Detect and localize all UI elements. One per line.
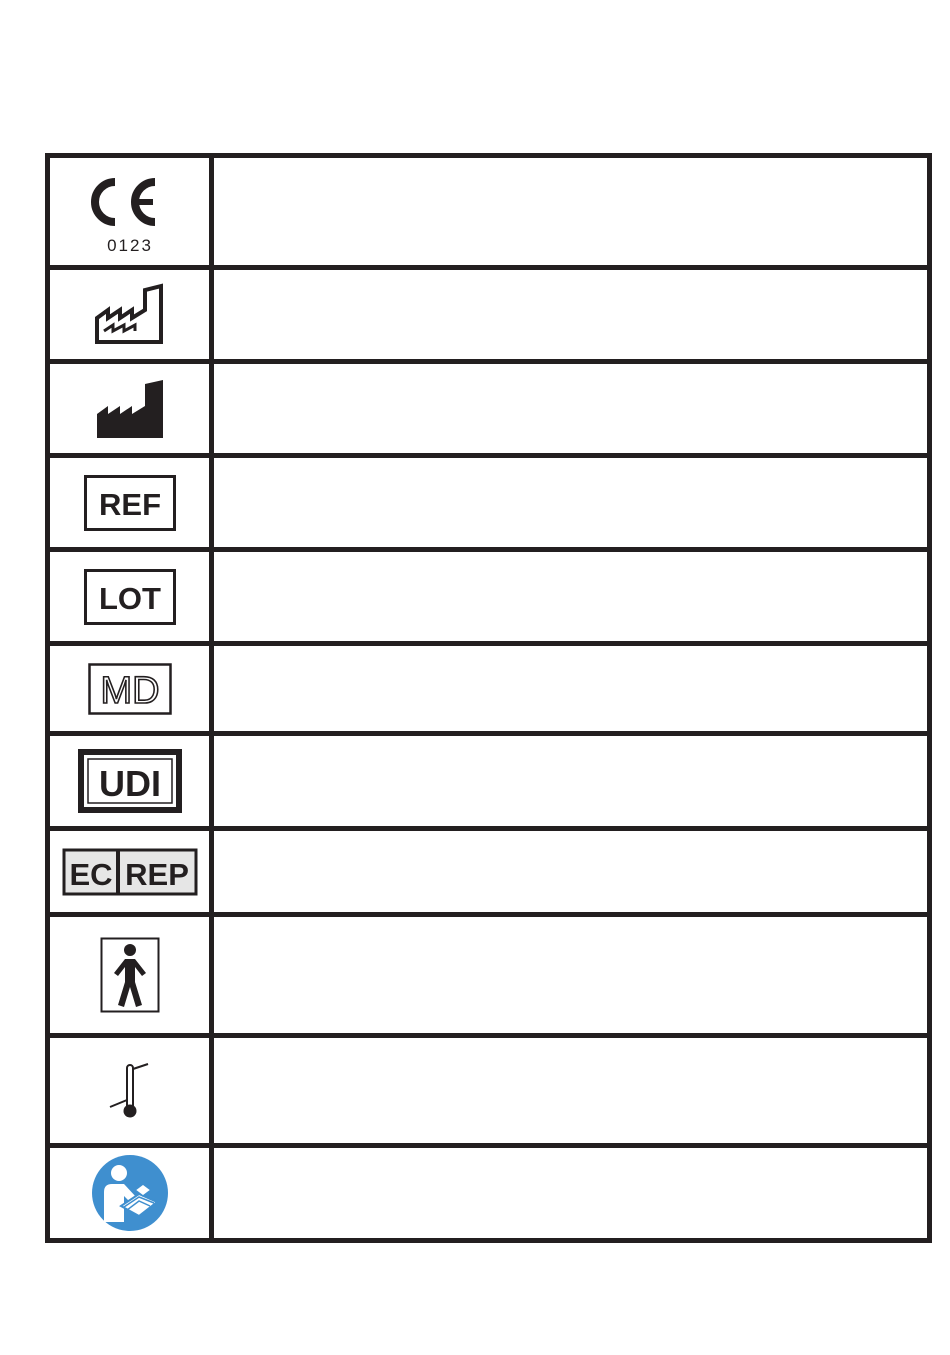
symbol-row-ce [50, 158, 927, 270]
symbol-cell [50, 270, 214, 359]
description-cell [214, 1038, 927, 1143]
unique-device-identifier-icon [78, 749, 182, 813]
type-bf-applied-part-icon [100, 937, 160, 1013]
medical-device-icon [88, 663, 172, 715]
md-label: MD [99, 669, 160, 712]
lot-label: LOT [98, 580, 161, 616]
description-cell [214, 831, 927, 912]
notified-body-number: 0123 [106, 235, 153, 255]
consult-instructions-icon [91, 1154, 169, 1232]
ref-label: REF [98, 486, 161, 522]
symbol-cell [50, 917, 214, 1033]
rep-label: REP [124, 856, 189, 892]
symbol-cell [50, 458, 214, 547]
description-cell [214, 736, 927, 826]
symbol-row-udi [50, 736, 927, 831]
symbols-table [45, 153, 932, 1243]
description-cell [214, 1148, 927, 1238]
symbol-cell [50, 364, 214, 453]
symbol-cell [50, 1148, 214, 1238]
manufacturer-icon [95, 378, 165, 440]
symbol-row-lot [50, 552, 927, 646]
temperature-limit-icon [104, 1062, 156, 1120]
description-cell [214, 646, 927, 731]
symbol-row-ec-rep [50, 831, 927, 917]
symbol-row-md [50, 646, 927, 736]
symbol-row-date-of-manufacture [50, 270, 927, 364]
authorized-representative-icon [62, 848, 198, 896]
symbol-row-ref [50, 458, 927, 552]
ce-mark-icon [85, 169, 175, 255]
symbol-row-type-bf [50, 917, 927, 1038]
symbol-row-manufacturer [50, 364, 927, 458]
symbol-cell [50, 646, 214, 731]
symbol-row-consult-instructions [50, 1148, 927, 1238]
symbol-cell [50, 1038, 214, 1143]
ec-label: EC [68, 856, 113, 892]
symbol-cell [50, 158, 214, 265]
symbol-cell [50, 736, 214, 826]
description-cell [214, 270, 927, 359]
description-cell [214, 552, 927, 641]
udi-label: UDI [98, 763, 161, 804]
description-cell [214, 458, 927, 547]
description-cell [214, 917, 927, 1033]
description-cell [214, 364, 927, 453]
catalogue-number-icon [84, 475, 176, 531]
symbol-cell [50, 552, 214, 641]
batch-code-icon [84, 569, 176, 625]
symbol-row-temperature-limit [50, 1038, 927, 1148]
description-cell [214, 158, 927, 265]
date-of-manufacture-icon [95, 284, 165, 346]
symbol-cell [50, 831, 214, 912]
